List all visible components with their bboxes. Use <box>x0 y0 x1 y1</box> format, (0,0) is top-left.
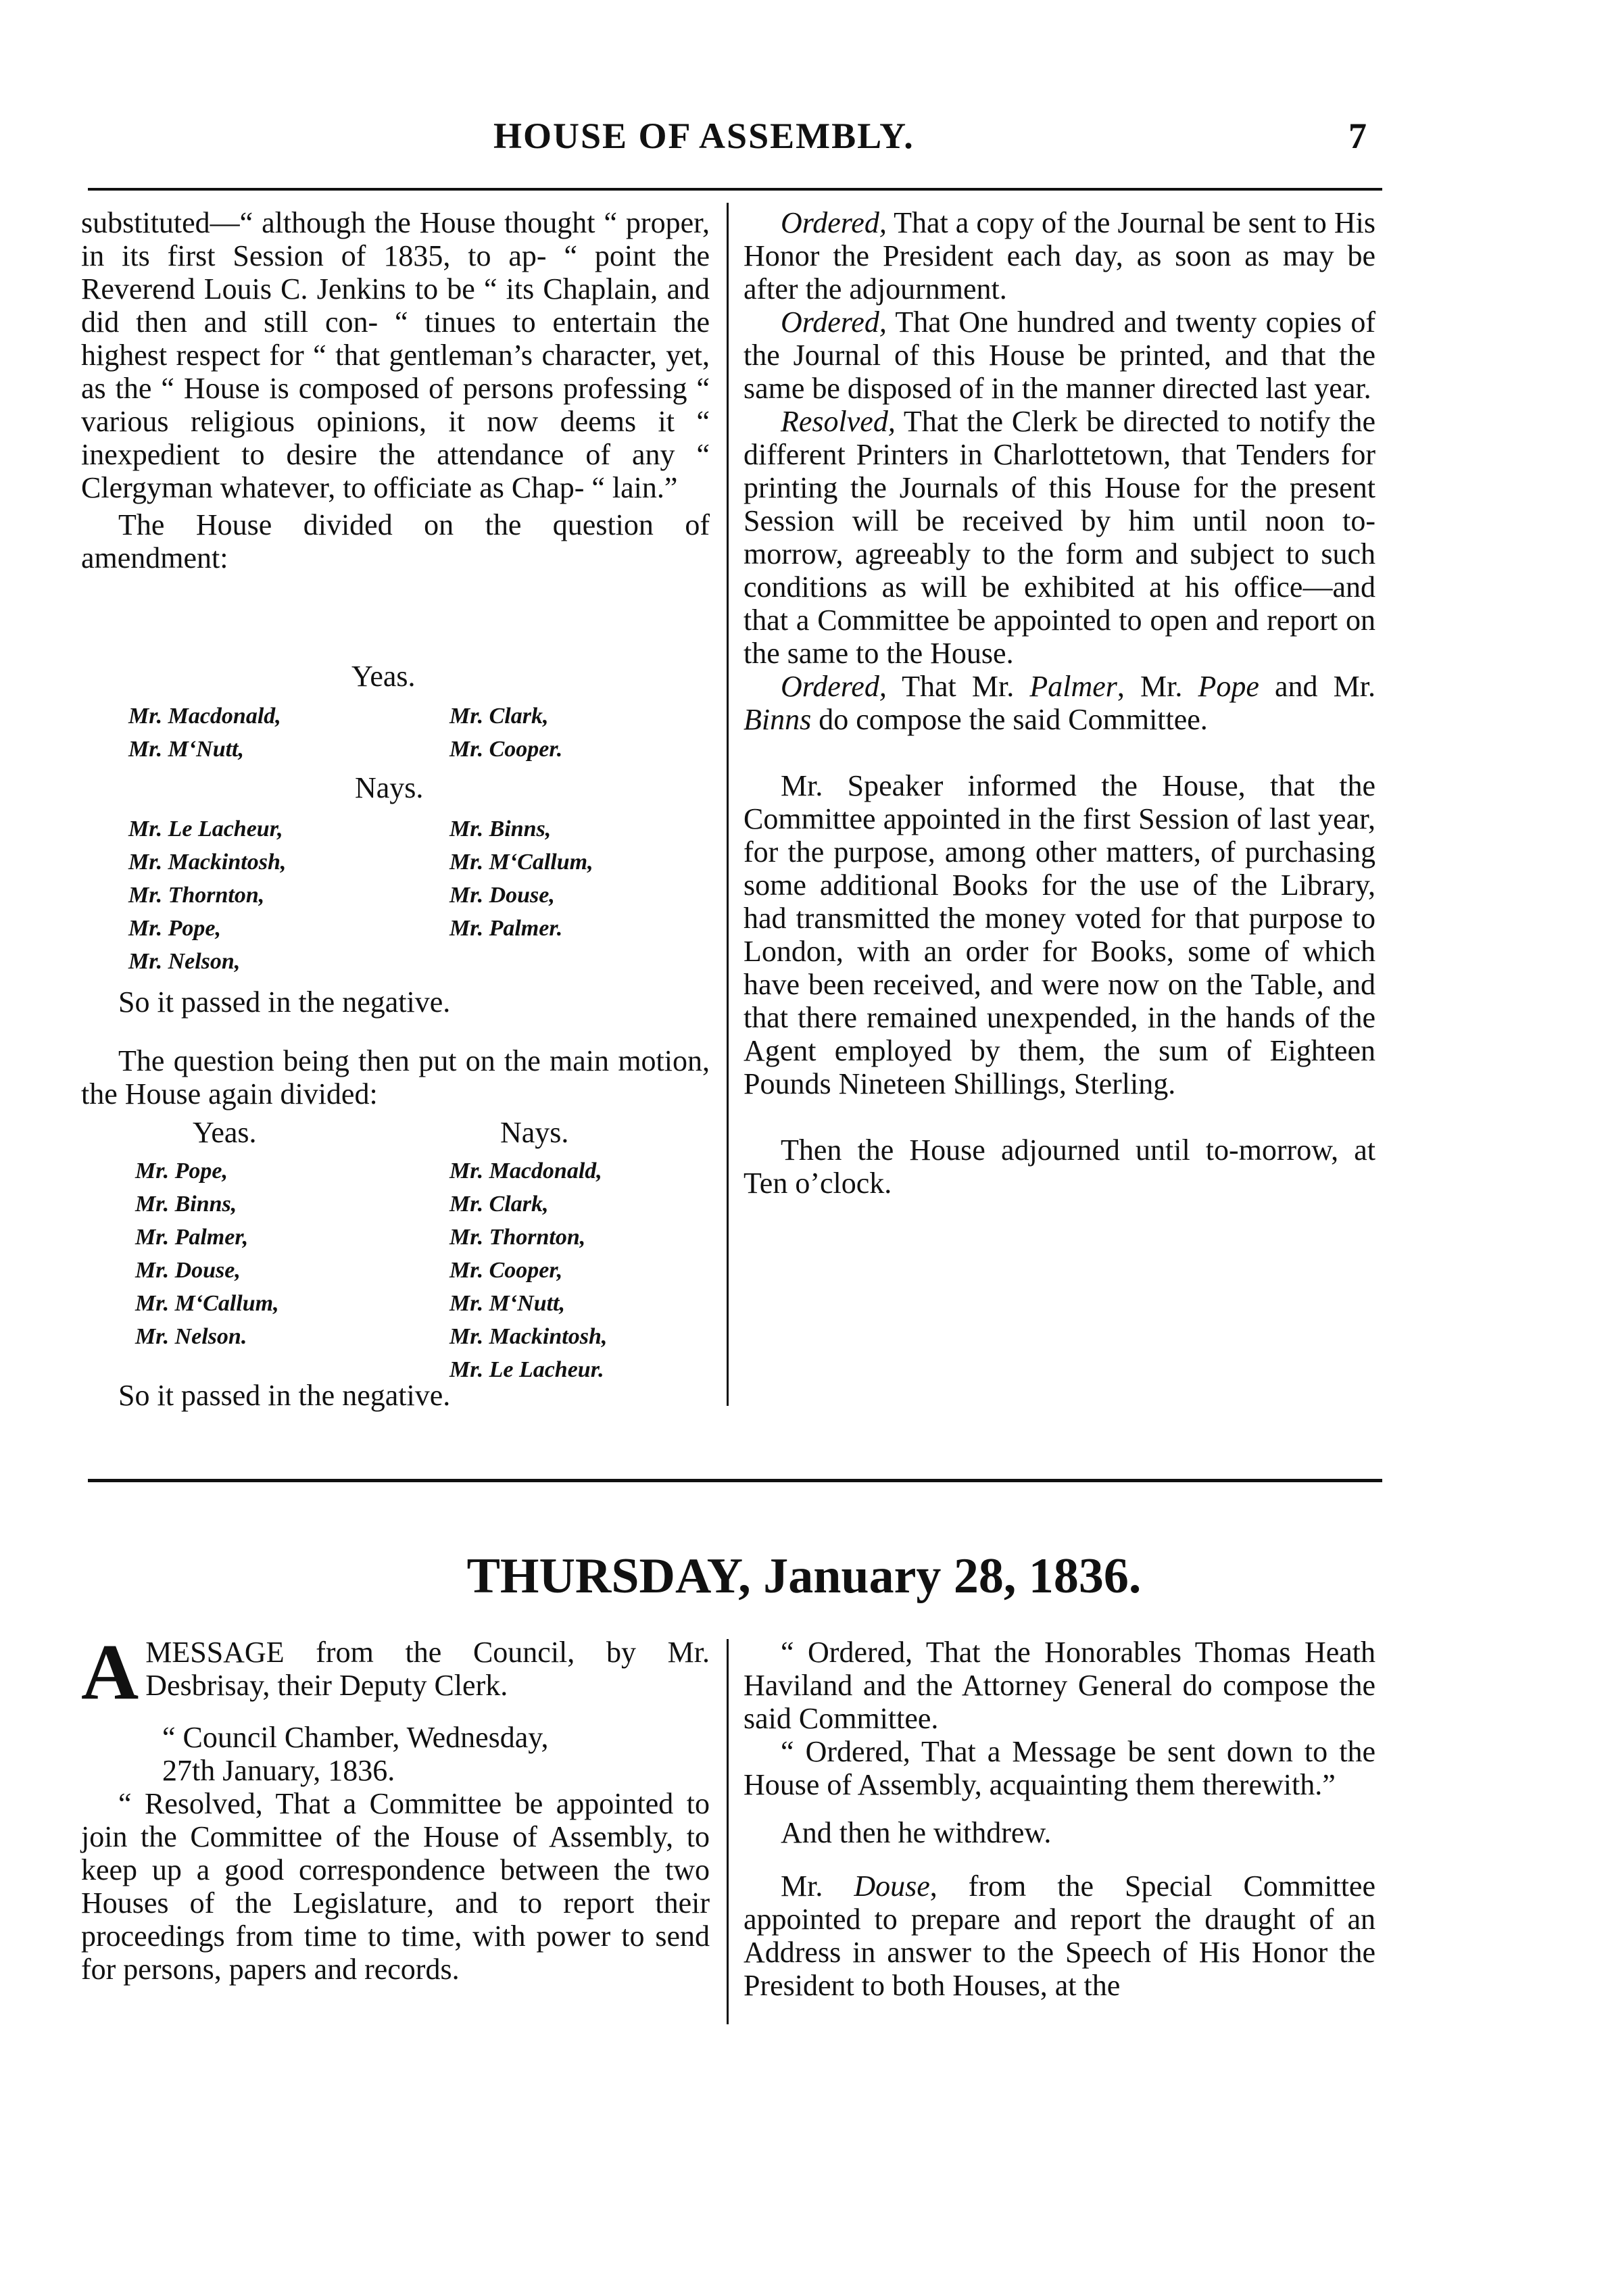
left-column <box>81 206 710 575</box>
voter: Mr. Cooper. <box>449 737 563 762</box>
drop-cap: A <box>81 1628 139 1716</box>
voter: Mr. Mackintosh, <box>449 1324 608 1349</box>
paragraph-text: That Mr. <box>886 670 1030 703</box>
vote1-nays-heading: Nays. <box>355 771 424 804</box>
column-divider-lower <box>727 1639 729 2024</box>
voter: Mr. Pope, <box>135 1158 228 1183</box>
voter: Mr. M‘Nutt, <box>128 737 244 762</box>
paragraph-text: That One hundred and twenty copies of the Journal of this House be printed, and that the same be disposed of in the manner directed last year. <box>744 306 1375 405</box>
council-date: 27th January, 1836. <box>162 1754 395 1787</box>
vote1-yeas-left <box>128 700 281 766</box>
speaker-report: Mr. Speaker informed the House, that the Committee appointed in the first Session of last year, for the purpose, among other matters, of purchasing some additional Books for the use of the Library, had transmitted the money voted for that purpose to London, with an order for Books, some of which have been received, and were now on the Table, and that there remained unexpended, in the hands of the Agent employed by them, the sum of Eighteen Pounds Nineteen Shillings, Sterling. <box>744 769 1375 1100</box>
order-journal-copy <box>744 206 1375 306</box>
voter: Mr. Macdonald, <box>449 1158 602 1183</box>
voter: Mr. Palmer. <box>449 916 563 941</box>
voter: Mr. M‘Nutt, <box>449 1291 565 1316</box>
section-rule <box>88 1479 1382 1482</box>
running-head: HOUSE OF ASSEMBLY. <box>493 116 915 156</box>
voter: Mr. Pope, <box>128 916 221 941</box>
voter: Mr. Mackintosh, <box>128 850 287 875</box>
special-committee-report <box>744 1870 1375 2002</box>
amendment-text: substituted—“ although the House thought “ proper, in its first Session of 1835, to ap- “ point the Reverend Louis C. Jenkins to be “ its Chaplain, and did then and still con- “ tinues to entertain the highest respect for “ that gentleman’s character, yet, as the “ House is composed of persons professing “ various religious opinions, it now deems it “ inexpedient to desire the attendance of any “ Clergyman whatever, to officiate as Chap- “ lain.” <box>81 206 710 504</box>
member-name: Douse <box>854 1870 930 1903</box>
message-intro <box>81 1628 710 1716</box>
paragraph-text: do compose the said Committee. <box>811 703 1208 736</box>
lead-word: Ordered, <box>781 206 887 239</box>
lead-word: Ordered, <box>781 670 887 703</box>
voter: Mr. Le Lacheur, <box>128 816 283 841</box>
paragraph-text: That the Clerk be directed to notify the different Printers in Charlottetown, that Tenders for printing the Journals of this House for the present Session will be received by him until noon to-morrow, agreeably to the form and subject to such conditions as will be exhibited at his office—and that a Committee be appointed to open and report on the same to the House. <box>744 405 1375 670</box>
column-divider-upper <box>727 203 729 1406</box>
council-resolution: “ Resolved, That a Committee be appointed to join the Committee of the House of Assembly, to keep up a good correspondence between the two Houses of the Legislature, and to report their proceedings from time to time, with power to send for persons, papers and records. <box>81 1787 710 1986</box>
result-1 <box>118 985 693 1019</box>
resolution-tenders <box>744 405 1375 670</box>
voter: Mr. M‘Callum, <box>449 850 593 875</box>
paragraph-text: Mr. <box>781 1870 854 1903</box>
right-column-lower <box>744 1636 1375 2002</box>
voter: Mr. Thornton, <box>128 883 265 908</box>
withdrew: And then he withdrew. <box>781 1816 1052 1849</box>
member-name: Palmer <box>1029 670 1117 703</box>
result-2 <box>118 1379 693 1412</box>
member-name: Binns <box>744 703 812 736</box>
vote2-yeas <box>135 1154 279 1353</box>
voter: Mr. Nelson, <box>128 949 241 974</box>
voter: Mr. Cooper, <box>449 1258 563 1283</box>
left-column-lower <box>81 1628 710 1986</box>
vote1-nays-right <box>449 812 593 945</box>
paragraph-text: , from the Special Committee appointed to prepare and report the draught of an Address in answer to the Speech of His Honor the President to both Houses, at the <box>744 1870 1375 2002</box>
voter: Mr. Binns, <box>135 1192 237 1217</box>
voter: Mr. Clark, <box>449 704 549 729</box>
voter: Mr. Macdonald, <box>128 704 281 729</box>
vote1-yeas-right <box>449 700 562 766</box>
council-order-committee: “ Ordered, That the Honorables Thomas Heath Haviland and the Attorney General do compose the said Committee. <box>744 1636 1375 1735</box>
day-heading: THURSDAY, January 28, 1836. <box>466 1548 1142 1604</box>
member-name: Pope <box>1198 670 1259 703</box>
adjournment: Then the House adjourned until to-morrow, at Ten o’clock. <box>744 1133 1375 1200</box>
voter: Mr. Binns, <box>449 816 552 841</box>
vote1-yeas-heading: Yeas. <box>351 660 416 693</box>
paragraph-text: , Mr. <box>1117 670 1198 703</box>
voter: Mr. Clark, <box>449 1192 549 1217</box>
voter: Mr. M‘Callum, <box>135 1291 279 1316</box>
paragraph-text: That a copy of the Journal be sent to His Honor the President each day, as soon as may be after the adjournment. <box>744 206 1375 306</box>
right-column <box>744 206 1375 1200</box>
council-dateline: “ Council Chamber, Wednesday, <box>162 1721 549 1754</box>
council-order-message: “ Ordered, That a Message be sent down to the House of Assembly, acquainting them therewith.” <box>744 1735 1375 1801</box>
lead-word: Ordered, <box>781 306 887 339</box>
order-committee <box>744 670 1375 736</box>
vote1-nays-left <box>128 812 286 978</box>
main-motion-text: The question being then put on the main motion, the House again divided: <box>81 1044 710 1110</box>
voter: Mr. Douse, <box>449 883 555 908</box>
main-motion <box>81 1044 710 1110</box>
voter: Mr. Palmer, <box>135 1225 249 1250</box>
vote2-nays <box>449 1154 607 1386</box>
page-number: 7 <box>1348 116 1367 156</box>
voter: Mr. Thornton, <box>449 1225 586 1250</box>
result-text: So it passed in the negative. <box>118 1379 451 1412</box>
order-copies-printed <box>744 306 1375 405</box>
voter: Mr. Nelson. <box>135 1324 247 1349</box>
vote2-yeas-heading: Yeas. <box>193 1116 257 1149</box>
result-text: So it passed in the negative. <box>118 985 451 1019</box>
voter: Mr. Douse, <box>135 1258 241 1283</box>
paragraph-text: MESSAGE from the Council, by Mr. Desbrisay, their Deputy Clerk. <box>145 1636 710 1702</box>
vote2-nays-heading: Nays. <box>500 1116 569 1149</box>
voter: Mr. Le Lacheur. <box>449 1357 604 1382</box>
lead-word: Resolved, <box>781 405 896 438</box>
paragraph-text: and Mr. <box>1259 670 1375 703</box>
header-rule <box>88 188 1382 191</box>
division-intro: The House divided on the question of amendment: <box>81 508 710 575</box>
